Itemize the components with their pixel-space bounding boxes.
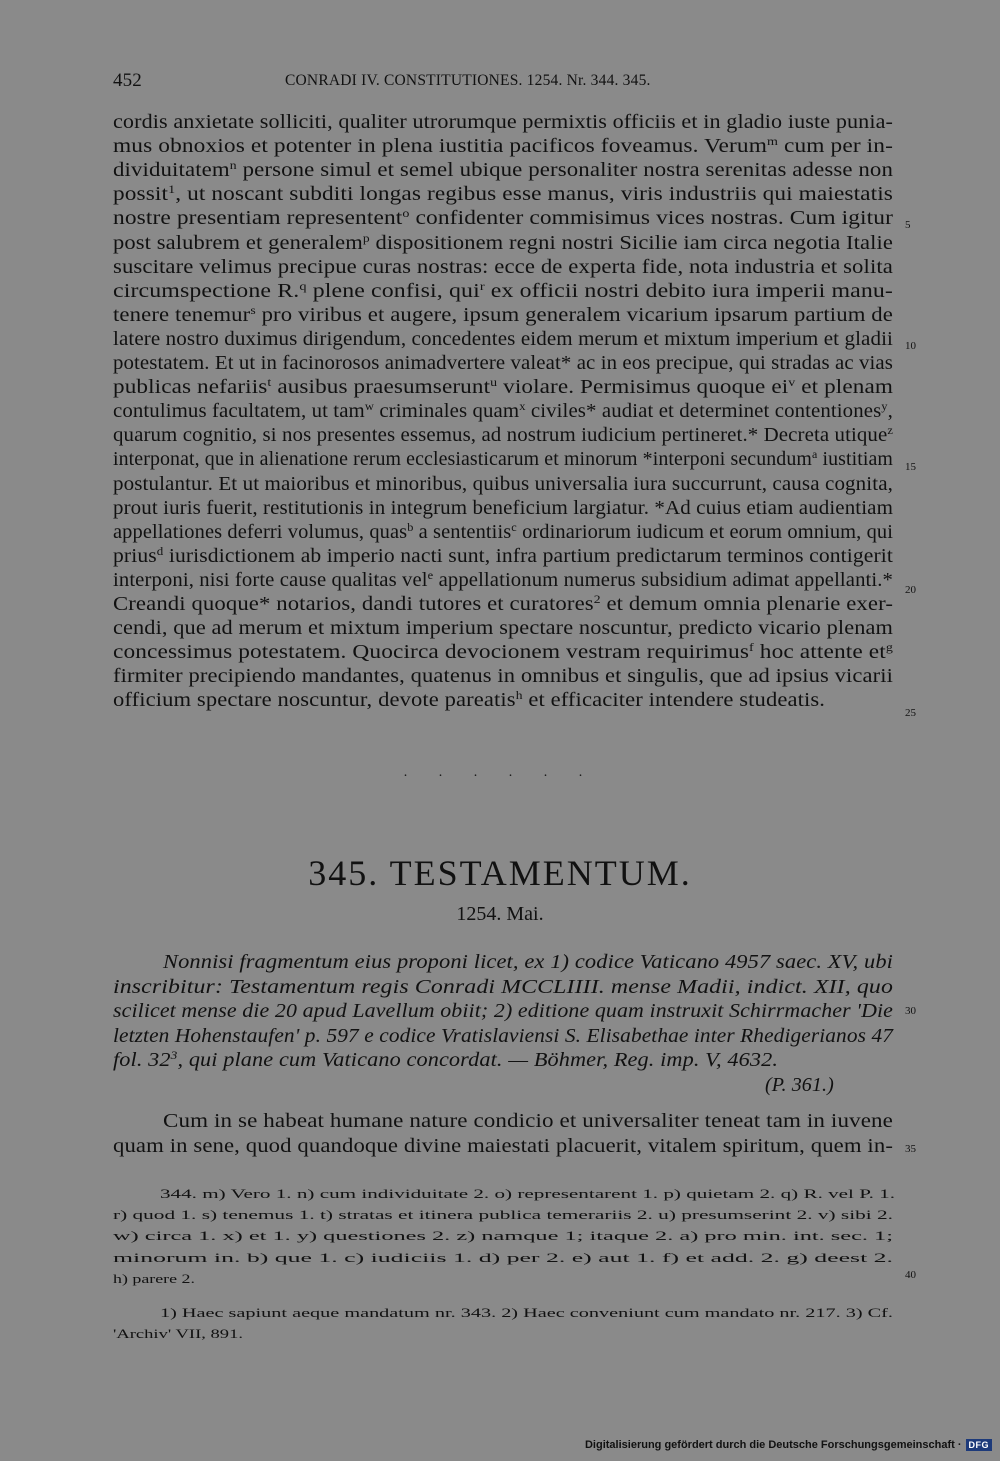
text-line: w) circa 1. x) et 1. y) questiones 2. z) namque 1; itaque 2. a) pro min. int. sec. 1; <box>113 1228 893 1244</box>
text-line: dividuitatem$^n$ persone simul et semel ubique personaliter nostra serenitas adesse non <box>113 158 893 182</box>
text-line: possit$^1$, ut noscant subditi longas regibus esse manus, viris industriis qui maiestatis <box>113 182 893 206</box>
text-line: quam in sene, quod quandoque divine maiestati placuerit, vitalem spiritum, quem in- <box>113 1135 894 1157</box>
text-line: prout iuris fuerit, restitutionis in integrum beneficium largiatur. *Ad cuius etiam audientiam <box>113 496 893 519</box>
text-line: nostre presentiam representent$^o$ confidenter commisimus vices nostras. Cum igitur <box>113 206 893 230</box>
text-line: h) parere 2. <box>113 1270 195 1286</box>
running-title: CONRADI IV. CONSTITUTIONES. 1254. Nr. 344. 345. <box>285 72 651 89</box>
text-line: cendi, que ad merum et mixtum imperium spectare noscuntur, predicto vicario plenam <box>113 617 893 640</box>
text-line: firmiter precipiendo mandantes, quatenus in omnibus et singulis, que ad ipsius vicarii <box>113 665 894 688</box>
text-line: letzten Hohenstaufen' p. 597 e codice Vratislaviensi S. Elisabethae inter Rhedigerianos 47 <box>113 1024 894 1047</box>
text-line: officium spectare noscuntur, devote pareatis$^h$ et efficaciter intendere studeatis. <box>113 688 825 712</box>
dfg-logo: DFG <box>966 1439 993 1451</box>
section-separator: . . . . . . <box>403 765 597 780</box>
text-line: quarum cognitio, si nos presentes essemus, ad nostrum iudicium pertineret.* Decreta utique$^z$ <box>113 423 893 447</box>
line-number: 5 <box>905 219 911 231</box>
text-line: concessimus potestatem. Quocirca devocionem vestram requirimus$^f$ hoc attente $et^g$ <box>113 640 893 664</box>
text-line: interponat, que in alienatione rerum ecclesiasticarum et minorum *interponi secundum$^a$ iustitiam <box>113 447 893 471</box>
text-line: post salubrem et generalem$^p$ dispositionem regni nostri Sicilie iam circa negotia Italie <box>113 230 894 254</box>
reference-note: (P. 361.) <box>765 1074 834 1096</box>
text-line: contulimus facultatem, ut tam$^w$ criminales quam$^x$ civiles* audiat et determinet contentiones$^y$, <box>113 399 893 423</box>
credit-text: Digitalisierung gefördert durch die Deutsche Forschungsgemeinschaft · <box>584 1439 962 1451</box>
text-line: suscitare velimus precipue curas nostras: ecce de experta fide, nota industria et solita <box>113 255 893 278</box>
text-line: 'Archiv' VII, 891. <box>113 1326 243 1341</box>
text-line: potestatem. Et ut in facinorosos animadvertere valeat* ac in eos precipue, qui stradas ac vias <box>113 352 893 374</box>
text-line: scilicet mense die 20 apud Lavellum obiit; 2) editione quam instruxit Schirrmacher 'Die <box>113 1000 894 1022</box>
text-line: fol. $32^3$, qui plane cum Vaticano concordat. — Böhmer, Reg. imp. V, 4632. <box>113 1047 778 1071</box>
text-line: Creandi quoque* notarios, dandi tutores et curatores$^2$ et demum omnia plenarie exer- <box>113 591 894 615</box>
page-number: 452 <box>113 70 142 91</box>
text-line: tenere tenemur$^s$ pro viribus et augere, ipsum generalem vicarium ipsarum partium de <box>113 302 893 326</box>
section-title: 345. TESTAMENTUM. <box>308 853 692 893</box>
line-number: 10 <box>905 340 916 352</box>
text-line: minorum in. b) que 1. c) iudiciis 1. d) per 2. e) aut 1. f) et add. 2. g) deest 2. <box>113 1249 893 1265</box>
text-line: interponi, nisi forte cause qualitas vel$^e$ appellationum numerus subsidium adimat appellanti.* <box>113 567 894 591</box>
text-line: circumspectione R.$^q$ plene confisi, qui$^r$ ex officii nostri debito iura imperii manu- <box>113 278 893 302</box>
text-line: cordis anxietate solliciti, qualiter utrorumque permixtis officiis et in gladio iuste punia- <box>113 111 893 133</box>
text-line: Nonnisi fragmentum eius proponi licet, ex 1) codice Vaticano 4957 saec. XV, ubi <box>163 951 893 973</box>
text-line: 1) Haec sapiunt aeque mandatum nr. 343. 2) Haec conveniunt cum mandato nr. 217. 3) Cf. <box>160 1305 893 1320</box>
text-line: r) quod 1. s) tenemus 1. t) stratas et itinera publica temerariis 2. u) presumserint 2. v) sibi 2. <box>113 1207 893 1223</box>
line-number: 15 <box>905 461 916 473</box>
section-date: 1254. Mai. <box>456 903 544 925</box>
text-line: mus obnoxios et potenter in plena iustitia pacificos foveamus. Verum$^m$ cum per in- <box>113 133 893 158</box>
text-line: prius$^d$ iurisdictionem ab imperio nacti sunt, infra partium predictarum terminos contigerit <box>113 543 894 567</box>
line-number: 30 <box>905 1005 916 1017</box>
text-line: appellationes deferri volumus, quas$^b$ a sententiis$^c$ ordinariorum iudicum et eorum omnium, qui <box>113 519 893 543</box>
text-line: publicas nefariis$^t$ ausibus praesumserunt$^u$ violare. Permisimus quoque $ei^v$ et plenam <box>113 374 893 399</box>
line-number: 20 <box>905 584 916 596</box>
line-number: 35 <box>905 1143 916 1155</box>
line-number: 25 <box>905 707 916 719</box>
text-line: postulantur. Et ut maioribus et minoribus, quibus universalia iura succurrunt, causa cognita, <box>113 472 893 495</box>
text-line: latere nostro duximus dirigendum, concedentes eidem merum et mixtum imperium et gladii <box>113 327 894 350</box>
digitization-credit <box>585 1435 992 1455</box>
text-line: 344. m) Vero 1. n) cum individuitate 2. o) representarent 1. p) quietam 2. q) R. vel P. 1. <box>160 1186 895 1201</box>
text-line: Cum in se habeat humane nature condicio et universaliter teneat tam in iuvene <box>163 1110 893 1132</box>
line-number: 40 <box>905 1269 916 1281</box>
text-line: inscribitur: Testamentum regis Conradi MCCLIIII. mense Madii, indict. XII, quo <box>113 975 893 998</box>
